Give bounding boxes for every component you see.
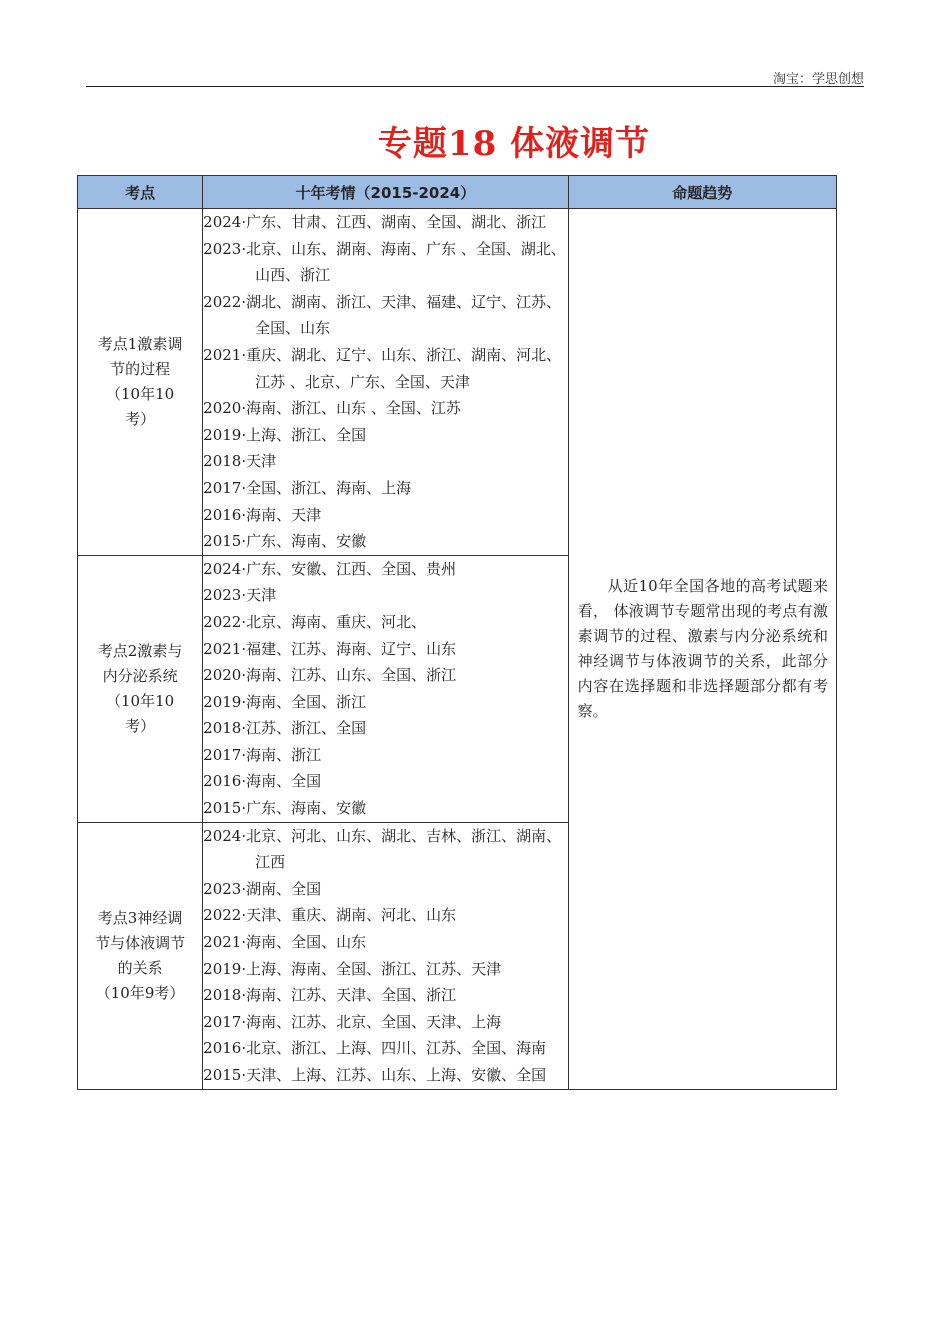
year-entry: 2017·全国、浙江、海南、上海 <box>203 478 412 497</box>
header-topic: 考点 <box>78 176 203 209</box>
year-list-cell <box>203 209 568 556</box>
header-ten-year: 十年考情（2015-2024） <box>203 176 568 209</box>
year-entry: 2022·北京、海南、重庆、河北、 <box>203 612 427 631</box>
table-row <box>78 209 837 556</box>
year-entry: 2018·天津 <box>203 452 277 471</box>
year-entry: 2020·海南、浙江、山东 、全国、江苏 <box>203 399 461 418</box>
topic-name-line: 节的过程 <box>110 359 171 378</box>
year-entry: 2021·重庆、湖北、辽宁、山东、浙江、湖南、河北、江苏 、北京、广东、全国、天津 <box>203 345 562 391</box>
topic-count-line: 考） <box>125 409 156 428</box>
year-entry: 2018·江苏、浙江、全国 <box>203 719 367 738</box>
header-trend: 命题趋势 <box>568 176 836 209</box>
year-entry: 2021·福建、江苏、海南、辽宁、山东 <box>203 639 457 658</box>
year-entry: 2016·北京、浙江、上海、四川、江苏、全国、海南 <box>203 1039 547 1058</box>
topic-count-line: （10年9考） <box>95 983 185 1002</box>
year-entry: 2024·北京、河北、山东、湖北、吉林、浙江、湖南、江西 <box>203 826 562 872</box>
topic-name-line: 内分泌系统 <box>102 666 178 685</box>
topic-name-line: 考点3神经调 <box>97 908 183 927</box>
year-entry: 2021·海南、全国、山东 <box>203 933 367 952</box>
year-entry: 2015·广东、海南、安徽 <box>203 532 367 551</box>
year-entry: 2023·湖南、全国 <box>203 879 322 898</box>
topic-count-line: 考） <box>125 716 156 735</box>
exam-topic-table <box>77 175 837 1090</box>
topic-count-line: （10年10 <box>105 384 175 403</box>
topic-name-cell <box>78 822 203 1089</box>
topic-count-line: （10年10 <box>105 691 175 710</box>
year-entry: 2015·天津、上海、江苏、山东、上海、安徽、全国 <box>203 1066 547 1084</box>
year-entry: 2022·湖北、湖南、浙江、天津、福建、辽宁、江苏、全国、山东 <box>203 292 562 338</box>
year-entry: 2020·海南、江苏、山东、全国、浙江 <box>203 666 457 685</box>
header-rule <box>86 86 864 87</box>
year-entry: 2024·广东、甘肃、江西、湖南、全国、湖北、浙江 <box>203 213 547 231</box>
topic-name-cell <box>78 209 203 556</box>
topic-name-line: 的关系 <box>117 958 163 977</box>
year-entry: 2016·海南、全国 <box>203 772 322 791</box>
year-list-cell <box>203 555 568 822</box>
page-title: 专题18 体液调节 <box>377 124 651 164</box>
year-entry: 2017·海南、浙江 <box>203 745 322 764</box>
year-entry: 2015·广东、海南、安徽 <box>203 799 367 818</box>
year-entry: 2019·上海、浙江、全国 <box>203 425 367 444</box>
trend-cell: 从近10年全国各地的高考试题来看， 体液调节专题常出现的考点有激素调节的过程、激素与内分泌系统和神经调节与体液调节的关系，此部分内容在选择题和非选择题部分都有考察。 <box>568 209 836 1090</box>
year-entry: 2019·上海、海南、全国、浙江、江苏、天津 <box>203 959 502 978</box>
topic-name-line: 节与体液调节 <box>95 933 186 952</box>
topic-name-line: 考点1激素调 <box>97 334 183 353</box>
year-entry: 2016·海南、天津 <box>203 505 322 524</box>
header-note: 淘宝：学思创想 <box>772 72 864 87</box>
topic-name-line: 考点2激素与 <box>97 641 183 660</box>
topic-name-cell <box>78 555 203 822</box>
year-entry: 2023·天津 <box>203 586 277 605</box>
year-entry: 2024·广东、安徽、江西、全国、贵州 <box>203 559 457 578</box>
year-entry: 2023·北京、山东、湖南、海南、广东 、全国、湖北、山西、浙江 <box>203 239 566 285</box>
year-list-cell <box>203 822 568 1089</box>
year-entry: 2019·海南、全国、浙江 <box>203 692 367 711</box>
year-entry: 2017·海南、江苏、北京、全国、天津、上海 <box>203 1012 502 1031</box>
year-entry: 2018·海南、江苏、天津、全国、浙江 <box>203 986 457 1005</box>
table-header-row <box>78 176 837 209</box>
year-entry: 2022·天津、重庆、湖南、河北、山东 <box>203 906 457 925</box>
